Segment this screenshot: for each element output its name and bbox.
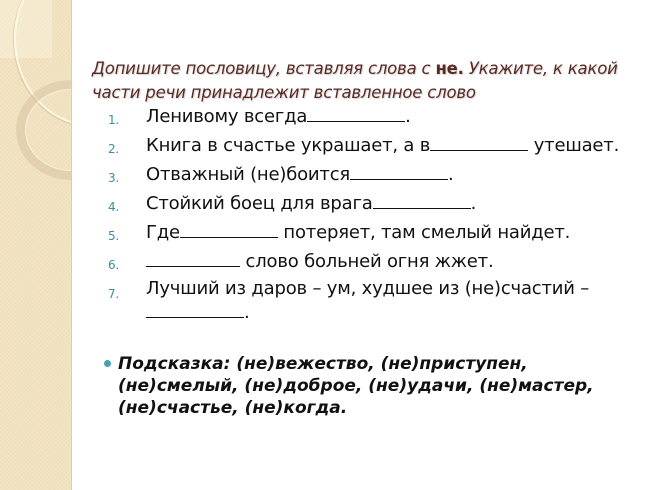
list-item	[104, 249, 624, 273]
list-item	[104, 220, 624, 244]
title-part1: Допишите пословицу, вставляя слова с	[92, 59, 436, 78]
list-item	[104, 162, 624, 186]
list-item	[104, 278, 624, 324]
title-part2: Укажите, к какой части речи принадлежит вставленное слово	[92, 59, 618, 102]
item-text-after: потеряет, там смелый найдет.	[277, 222, 571, 243]
item-number: 2.	[108, 142, 120, 156]
item-text-after: утешает.	[528, 135, 620, 156]
blank-line	[430, 133, 528, 151]
title-bold: не.	[435, 59, 464, 78]
item-text-before: Ленивому всегда	[146, 106, 308, 127]
item-text-before: Отважный (не)боится	[146, 164, 351, 185]
item-text-after: .	[448, 164, 454, 185]
decorative-ring-small-icon	[16, 80, 72, 180]
list-item	[104, 104, 624, 128]
item-number: 3.	[108, 171, 120, 185]
item-number: 7.	[108, 287, 120, 301]
blank-line	[146, 249, 240, 267]
hint-text: Подсказка: (не)вежество, (не)приступен, (не)смелый, (не)доброе, (не)удачи, (не)мастер, (не)счастье, (не)когда.	[118, 354, 594, 418]
blank-line	[373, 191, 471, 209]
list-item	[104, 191, 624, 215]
item-number: 6.	[108, 258, 120, 272]
item-text-after: .	[405, 106, 411, 127]
list-item	[104, 133, 624, 157]
hint-block	[118, 353, 618, 419]
item-text-before: Лучший из даров – ум, худшее из (не)счастий –	[146, 278, 590, 299]
item-text-before: Книга в счастье украшает, а в	[146, 135, 431, 156]
item-text-after: .	[244, 302, 250, 323]
blank-line	[180, 220, 278, 238]
item-text-after: слово больней огня жжет.	[240, 251, 494, 272]
blank-line	[350, 162, 448, 180]
blank-line	[146, 300, 244, 318]
item-number: 4.	[108, 200, 120, 214]
item-text-before: Где	[146, 222, 180, 243]
proverb-list	[104, 104, 624, 329]
item-number: 5.	[108, 229, 120, 243]
decorative-side-panel	[0, 0, 72, 490]
item-text-after: .	[470, 193, 477, 214]
bullet-icon	[104, 360, 111, 367]
blank-line	[307, 104, 405, 122]
slide-title	[92, 57, 632, 105]
item-number: 1.	[108, 113, 120, 127]
item-text-before: Стойкий боец для врага	[146, 193, 373, 214]
